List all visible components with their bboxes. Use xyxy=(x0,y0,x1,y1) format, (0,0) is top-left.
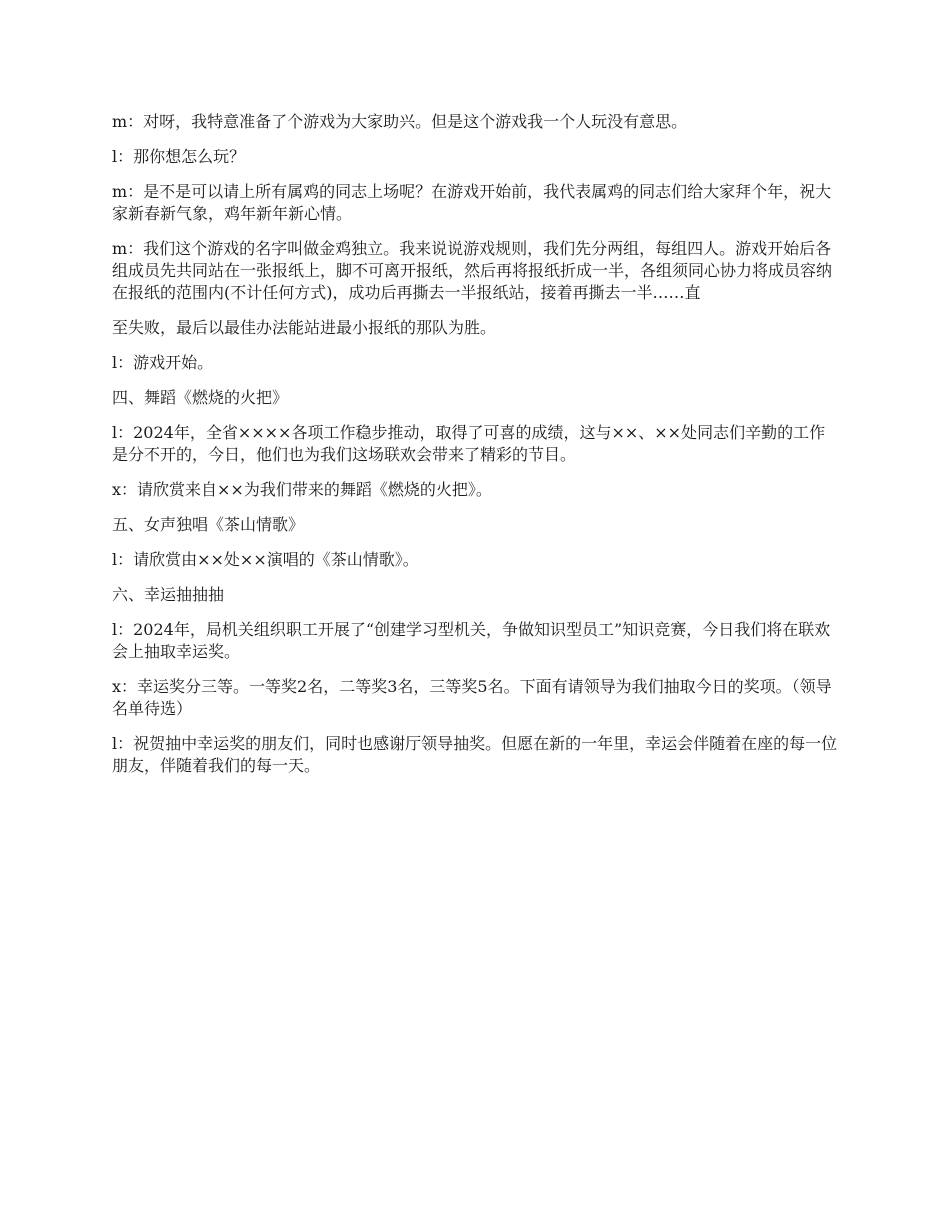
paragraph-solo-present: l：请欣赏由××处××演唱的《茶山情歌》。 xyxy=(112,550,419,569)
paragraph-how-to-play: l：那你想怎么玩？ xyxy=(112,147,246,166)
section-heading-solo: 五、女声独唱《茶山情歌》 xyxy=(112,515,305,534)
paragraph-dance-present: x：请欣赏来自××为我们带来的舞蹈《燃烧的火把》。 xyxy=(112,480,492,499)
document-body xyxy=(112,111,838,790)
paragraph-lottery-intro: l：2024年，局机关组织职工开展了“创建学习型机关，争做知识型员工”知识竞赛，今日我们将在联欢会上抽取幸运奖。 xyxy=(112,620,831,661)
paragraph-dance-intro: l：2024年，全省××××各项工作稳步推动，取得了可喜的成绩，这与××、××处同志们辛勤的工作是分不开的，今日，他们也为我们这场联欢会带来了精彩的节目。 xyxy=(112,423,826,464)
paragraph-lottery-closing: l：祝贺抽中幸运奖的朋友们，同时也感谢厅领导抽奖。但愿在新的一年里，幸运会伴随着在座的每一位朋友，伴随着我们的每一天。 xyxy=(112,734,838,775)
paragraph-game-winner: 至失败，最后以最佳办法能站进最小报纸的那队为胜。 xyxy=(112,318,497,337)
paragraph-game-rules: m：我们这个游戏的名字叫做金鸡独立。我来说说游戏规则，我们先分两组，每组四人。游戏开始后各组成员先共同站在一张报纸上，脚不可离开报纸，然后再将报纸折成一半，各组须同心协力将成员容纳在报纸的范围内(不计任何方式)，成功后再撕去一半报纸站，接着再撕去一半……直 xyxy=(112,239,833,302)
section-heading-lottery: 六、幸运抽抽抽 xyxy=(112,585,225,604)
paragraph-lottery-prizes: x：幸运奖分三等。一等奖2名，二等奖3名，三等奖5名。下面有请领导为我们抽取今日的奖项。（领导名单待选） xyxy=(112,677,832,718)
paragraph-game-intro: m：对呀，我特意准备了个游戏为大家助兴。但是这个游戏我一个人玩没有意思。 xyxy=(112,112,688,131)
paragraph-game-start: l：游戏开始。 xyxy=(112,353,214,372)
paragraph-invite-rooster: m：是不是可以请上所有属鸡的同志上场呢？在游戏开始前，我代表属鸡的同志们给大家拜个年，祝大家新春新气象，鸡年新年新心情。 xyxy=(112,182,832,223)
section-heading-dance: 四、舞蹈《燃烧的火把》 xyxy=(112,388,289,407)
